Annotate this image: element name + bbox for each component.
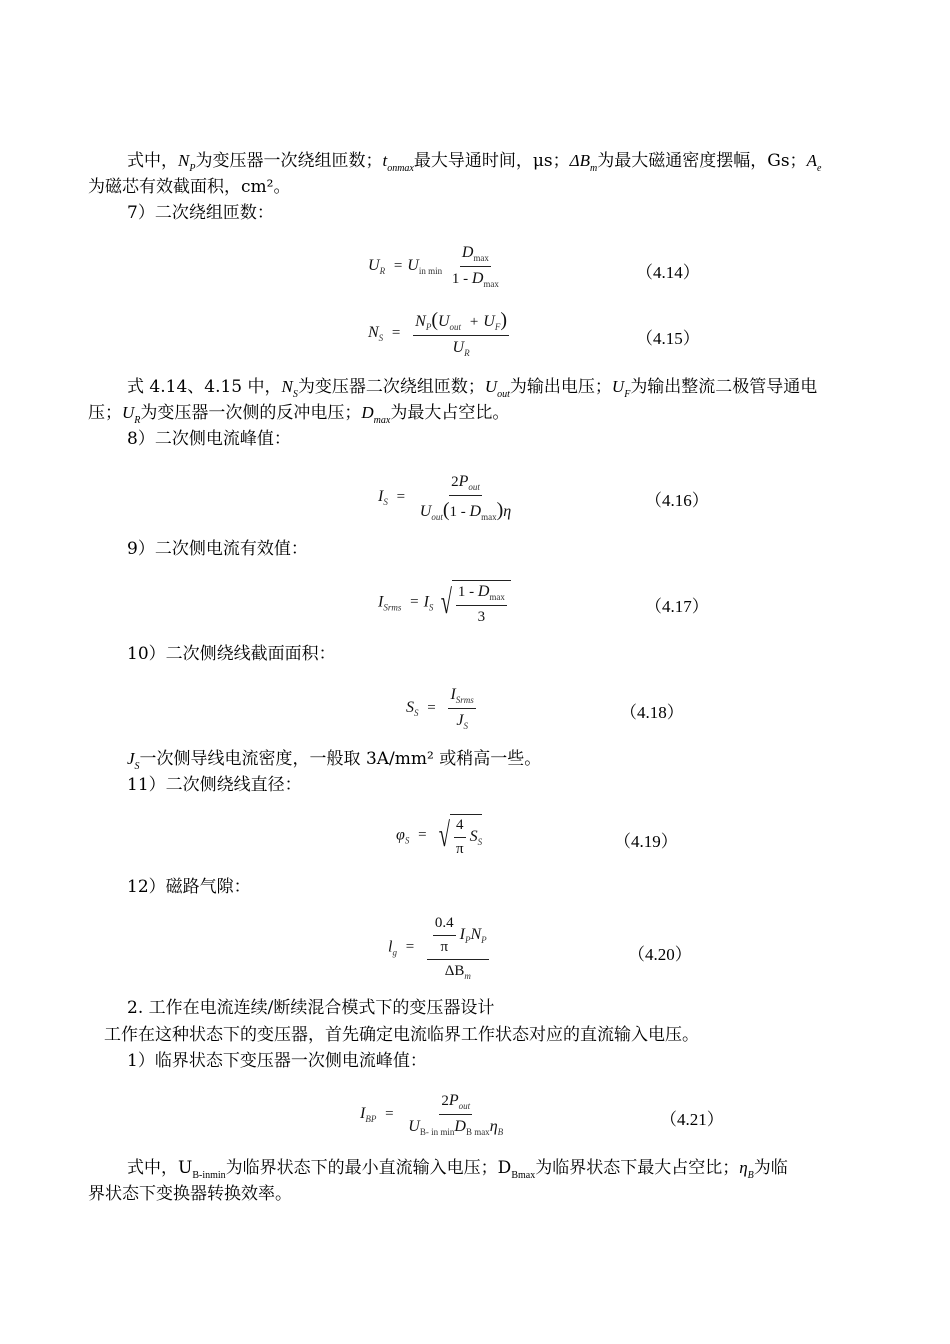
equation-4-20: $l_g$ = $\frac{0.4}{\pi}$ $I_PN_P$ $\Delta B_m$	[388, 915, 487, 981]
equation-4-15: $N_S$ = $\frac{N_P(U_{out} + U_F)}{U_R}$	[368, 309, 508, 358]
equation-number: （4.15）	[636, 329, 700, 348]
section-heading: 2. 工作在电流连续/断续混合模式下的变压器设计	[127, 998, 495, 1018]
sqrt-icon: √	[439, 817, 451, 854]
equation-number: （4.21）	[660, 1110, 724, 1129]
equation-number: （4.17）	[645, 597, 709, 616]
equation-4-16: $I_S$ = $\frac{2P_{out}}{U_{out}(1 - D_{max})\eta}$	[378, 473, 512, 522]
equation-number: （4.16）	[645, 491, 709, 510]
section-heading: 9）二次侧电流有效值：	[127, 539, 308, 559]
paragraph-line: 工作在这种状态下的变压器，首先确定电流临界工作状态对应的直流输入电压。	[104, 1025, 699, 1045]
paragraph-line: 为磁芯有效截面积，cm²。	[88, 177, 291, 197]
equation-4-17: $I_{Srms} = I_S$ √ $\frac{1 - D_{max}}{3}$	[378, 580, 511, 626]
equation-number: （4.19）	[614, 832, 678, 851]
paragraph-line: 式中，$U_{B-inmin}$为临界状态下的最小直流输入电压；$D_{Bmax}$为临界状态下最大占空比；$\eta_B$为临	[127, 1158, 788, 1181]
equation-number: （4.20）	[628, 945, 692, 964]
sqrt-icon: √	[440, 584, 453, 621]
section-heading: 7）二次绕组匝数：	[127, 203, 274, 223]
section-heading: 10）二次侧绕线截面面积：	[127, 644, 336, 664]
paragraph-line: 界状态下变换器转换效率。	[88, 1184, 292, 1204]
paragraph-line: $J_S$一次侧导线电流密度，一般取 3A/mm² 或稍高一些。	[127, 749, 542, 772]
equation-number: （4.14）	[636, 263, 700, 282]
equation-number: （4.18）	[620, 703, 684, 722]
section-heading: 8）二次侧电流峰值：	[127, 429, 291, 449]
equation-4-19: $\varphi_S$ = √ $\frac{4}{\pi}$ $S_S$	[396, 814, 482, 858]
paragraph-line: 式中，$N_P$为变压器一次绕组匝数；$t_{onmax}$最大导通时间，μs；$\Delta B_m$为最大磁通密度摆幅，Gs；$A_e$	[127, 151, 822, 174]
equation-4-21: $I_{BP}$ = $\frac{2P_{out}}{U_{B- in min}D_{B max}\eta_B}$	[360, 1092, 504, 1137]
equation-4-18: $S_S$ = $\frac{I_{Srms}}{J_S}$	[406, 686, 474, 731]
paragraph-line: 式 4.14、4.15 中，$N_S$为变压器二次绕组匝数；$U_{out}$为输出电压；$U_F$为输出整流二极管导通电	[127, 377, 818, 400]
section-heading: 1）临界状态下变压器一次侧电流峰值：	[127, 1051, 427, 1071]
section-heading: 11）二次侧绕线直径：	[127, 775, 302, 795]
section-heading: 12）磁路气隙：	[127, 877, 251, 897]
equation-4-14: $U_R = U_{in min}$ $\frac{D_{max}}{1 - D_{max}}$	[368, 244, 499, 289]
paragraph-line: 压；$U_R$为变压器一次侧的反冲电压；$D_{max}$为最大占空比。	[88, 403, 510, 426]
